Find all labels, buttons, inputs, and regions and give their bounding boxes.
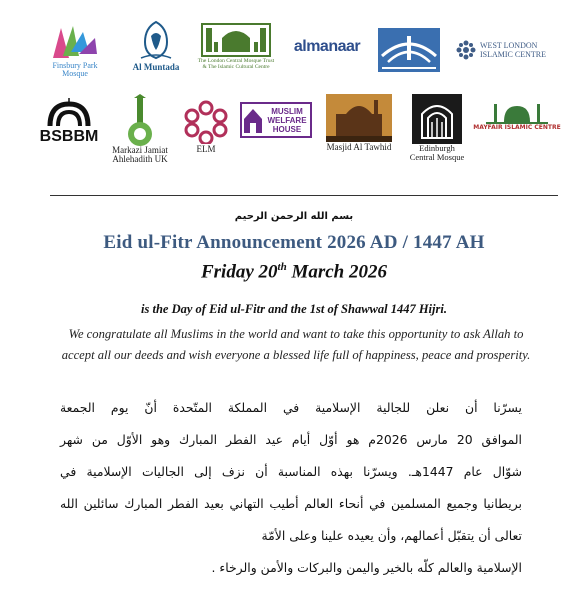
- eid-date-rest: March 2026: [286, 261, 387, 283]
- mosque-blue-logo: [378, 28, 440, 72]
- eid-date-prefix: Friday 20: [200, 261, 278, 283]
- congratulation-line: accept all our deeds and wish everyone a blessed life full of happiness, peace and prosperity.: [61, 348, 531, 362]
- markazi-jamiat-caption: Markazi Jamiat Ahlehadith UK: [112, 145, 168, 164]
- masjid-al-tawhid-icon: [326, 94, 392, 142]
- muslim-welfare-house-logo: [240, 102, 312, 138]
- congratulation-text: [22, 324, 570, 366]
- mayfair-caption: MAYFAIR ISLAMIC CENTRE: [473, 124, 561, 131]
- arabic-line: تعالى أن يتقبّل أعمالهم، وأن يعيده علينا وعلى الأمّة: [261, 528, 522, 543]
- partner-logos: [0, 0, 588, 196]
- markazi-jamiat-logo: [103, 94, 177, 164]
- mayfair-islamic-centre-logo: [468, 98, 566, 131]
- london-central-mosque-icon: [200, 20, 272, 58]
- elm-flower-icon: [183, 100, 229, 144]
- bsbbm-dome-icon: [44, 96, 94, 128]
- wlic-flower-icon: [456, 40, 476, 60]
- arabic-line: الموافق 20 مارس 2026م هو أوّل أيام عيد الفطر المبارك وهو الأوّل من شهر: [60, 432, 523, 447]
- arabic-line: شوّال عام 1447هـ. ويسرّنا بهذه المناسبة أن نزف إلى الجاليات الإسلامية في: [60, 464, 522, 479]
- arabic-line: بريطانيا وجميع المسلمين في أنحاء العالم أطيب التهاني بعيد الفطر المبارك سائلين الله: [60, 496, 522, 511]
- mwh-caption: MUSLIM WELFARE HOUSE: [267, 106, 307, 134]
- edinburgh-mosque-icon: [412, 94, 462, 144]
- mayfair-mosque-icon: [482, 98, 552, 124]
- arabic-line: يسرّنا أن نعلن للجالية الإسلامية في المملكة المتّحدة أنّ يوم الجمعة: [60, 400, 522, 415]
- edinburgh-central-mosque-logo: [406, 94, 468, 162]
- london-central-mosque-logo: [196, 20, 276, 70]
- congratulation-line: We congratulate all Muslims in the world and want to take this opportunity to ask Allah to: [68, 327, 524, 341]
- wlic-caption: WEST LONDON ISLAMIC CENTRE: [480, 41, 546, 59]
- elm-logo: [180, 100, 232, 154]
- mosque-blue-icon: [378, 28, 440, 72]
- finsbury-park-mosque-caption: Finsbury Park Mosque: [52, 61, 98, 78]
- eid-date: [0, 261, 588, 283]
- almanaar-wordmark: almanaar: [293, 38, 361, 55]
- finsbury-park-mosque-logo: [45, 22, 105, 78]
- announcement-title: Eid ul-Fitr Announcement 2026 AD / 1447 AH: [103, 232, 485, 253]
- eid-day-line: is the Day of Eid ul-Fitr and the 1st of Shawwal 1447 Hijri.: [141, 302, 447, 316]
- mwh-house-icon: [242, 105, 264, 135]
- al-muntada-icon: [133, 18, 179, 62]
- london-central-mosque-caption: The London Central Mosque Trust & The Islamic Cultural Centre: [197, 58, 275, 70]
- al-muntada-caption: Al Muntada: [132, 62, 180, 72]
- elm-caption: ELM: [196, 144, 216, 154]
- edinburgh-mosque-caption: Edinburgh Central Mosque: [409, 143, 465, 162]
- bsbbm-logo: [34, 96, 104, 146]
- mwh-box: [240, 102, 312, 138]
- bsbbm-caption: BSBBM: [39, 128, 99, 145]
- masjid-al-tawhid-caption: Masjid Al Tawhid: [326, 142, 392, 152]
- west-london-islamic-centre-logo: [456, 40, 566, 60]
- eid-date-suffix: th: [277, 261, 287, 273]
- header-divider: [50, 195, 558, 196]
- arabic-line: الإسلامية والعالم كلّه بالخير واليمن والبركات والأمن والرخاء .: [211, 560, 522, 575]
- bismillah: بسم الله الرحمن الرحيم: [234, 211, 354, 222]
- finsbury-park-mosque-icon: [47, 22, 103, 62]
- markazi-jamiat-icon: [120, 94, 160, 146]
- masjid-al-tawhid-logo: [320, 94, 398, 152]
- arabic-announcement: [60, 392, 522, 584]
- al-muntada-logo: [121, 18, 191, 72]
- almanaar-logo: [292, 38, 362, 56]
